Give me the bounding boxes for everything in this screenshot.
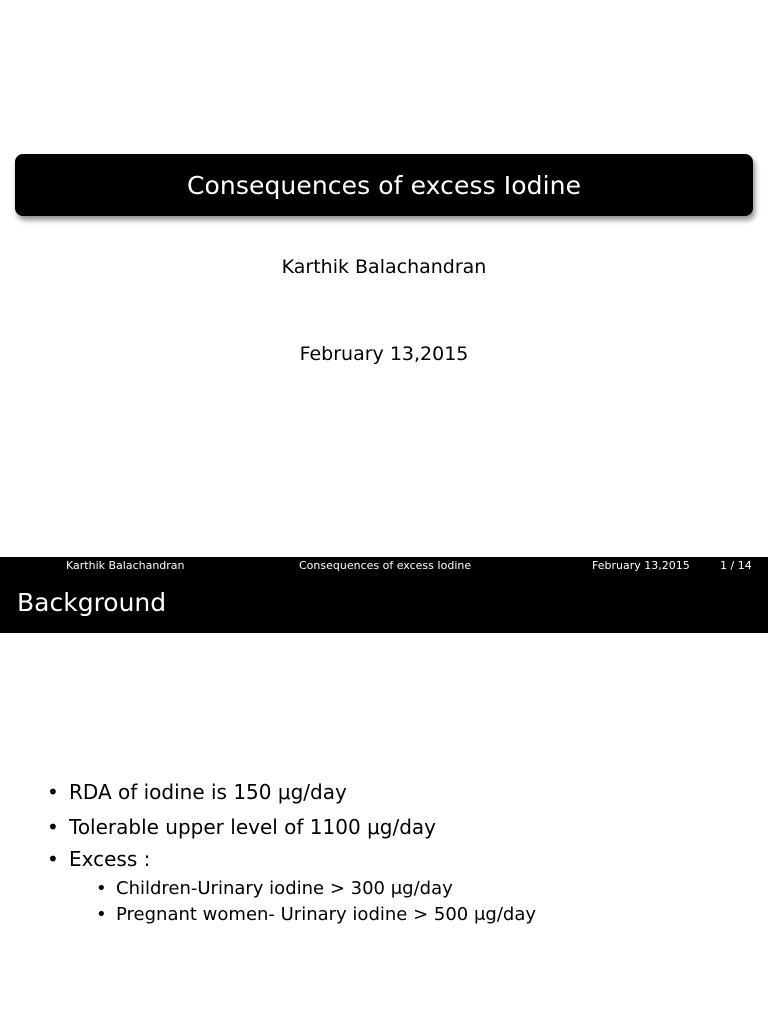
sub-bullet-text: Children-Urinary iodine > 300 μg/day xyxy=(116,878,453,899)
bullet-item xyxy=(47,815,437,839)
bullet-text: Tolerable upper level of 1100 μg/day xyxy=(69,815,437,839)
slide-footer xyxy=(0,557,768,574)
bullet-text: Excess : xyxy=(69,847,151,871)
author-name: Karthik Balachandran xyxy=(281,256,487,278)
bullet-marker: • xyxy=(47,815,59,839)
title-banner xyxy=(15,154,753,216)
presentation-title: Consequences of excess Iodine xyxy=(186,170,582,200)
frame-title-bar xyxy=(0,574,768,633)
footer-date: February 13,2015 xyxy=(592,559,690,572)
bullet-item xyxy=(47,780,347,804)
bullet-marker: • xyxy=(47,780,59,804)
bullet-item xyxy=(47,847,151,871)
bullet-marker: • xyxy=(47,847,59,871)
footer-author: Karthik Balachandran xyxy=(66,559,185,572)
sub-bullet-item xyxy=(96,904,537,925)
bullet-text: RDA of iodine is 150 μg/day xyxy=(69,780,347,804)
sub-bullet-text: Pregnant women- Urinary iodine > 500 μg/day xyxy=(116,904,537,925)
frame-title: Background xyxy=(17,588,167,617)
footer-page-number: 1 / 14 xyxy=(720,559,752,572)
presentation-date: February 13,2015 xyxy=(299,343,469,365)
sub-bullet-item xyxy=(96,878,453,899)
bullet-marker: • xyxy=(96,878,107,899)
footer-title: Consequences of excess Iodine xyxy=(299,559,472,572)
bullet-marker: • xyxy=(96,904,107,925)
